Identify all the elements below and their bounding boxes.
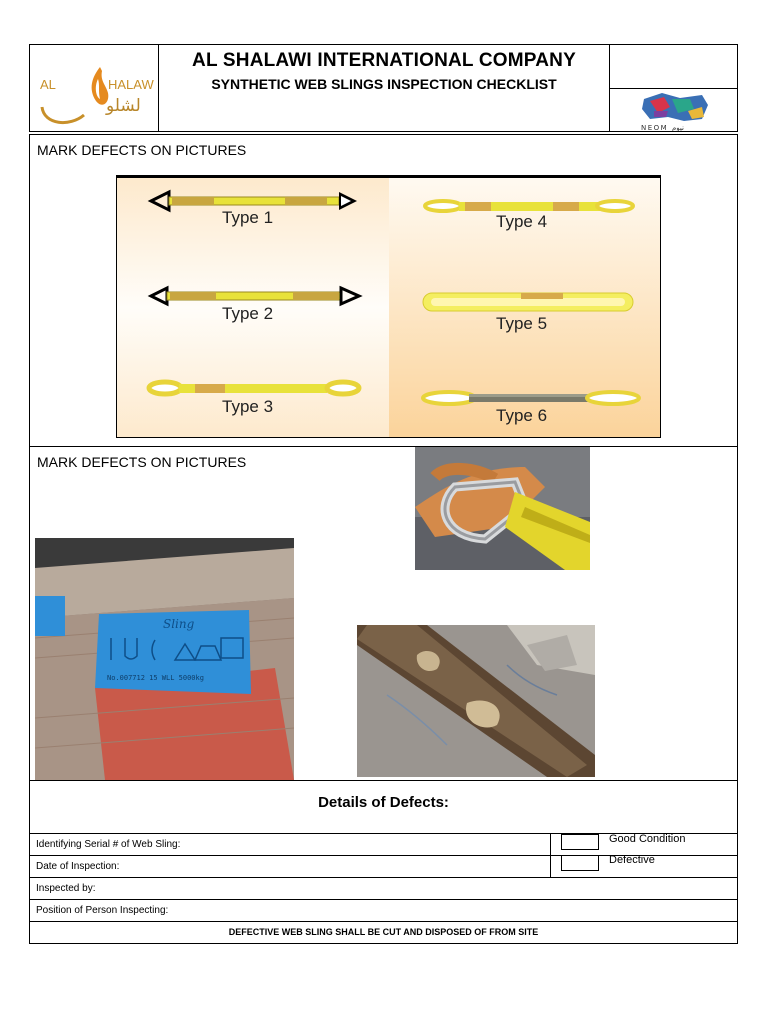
document-title: SYNTHETIC WEB SLINGS INSPECTION CHECKLIST xyxy=(211,76,557,92)
position-label: Position of Person Inspecting: xyxy=(36,905,169,916)
type6-label: Type 6 xyxy=(496,406,548,425)
good-condition-cell xyxy=(550,833,739,856)
type5-label: Type 5 xyxy=(496,314,548,333)
details-section xyxy=(29,780,738,834)
company-logo xyxy=(30,45,158,131)
neom-logo xyxy=(610,89,737,131)
type5-sling xyxy=(423,293,633,311)
tag-brand: Sling xyxy=(163,617,195,631)
header-right-bottom-cell xyxy=(609,88,738,132)
sling-tag-photo xyxy=(35,538,294,780)
title-cell xyxy=(158,44,610,132)
logo-cell xyxy=(29,44,159,132)
good-condition-label: Good Condition xyxy=(609,833,686,845)
logo-arabic-text: لشلو xyxy=(106,96,141,116)
type2-label: Type 2 xyxy=(222,304,274,323)
footer-note: DEFECTIVE WEB SLING SHALL BE CUT AND DISPOSED OF FROM SITE xyxy=(228,927,539,937)
damaged-sling-photo xyxy=(357,625,595,777)
tag-code: No.007712 15 WLL 5000kg xyxy=(107,674,204,682)
good-condition-checkbox[interactable] xyxy=(561,834,599,850)
logo-latin-text: HALAW xyxy=(108,77,154,92)
inspected-by-label: Inspected by: xyxy=(36,883,96,894)
type3-label: Type 3 xyxy=(222,397,274,416)
inspected-by-row xyxy=(29,877,738,900)
type1-label: Type 1 xyxy=(222,208,274,227)
position-row xyxy=(29,899,738,922)
section2-label: MARK DEFECTS ON PICTURES xyxy=(37,454,247,470)
details-heading: Details of Defects: xyxy=(318,794,449,811)
sling-hook-photo xyxy=(415,447,590,570)
type4-sling xyxy=(425,201,633,211)
serial-row xyxy=(29,833,738,856)
defective-checkbox[interactable] xyxy=(561,855,599,871)
defective-cell xyxy=(550,855,739,878)
date-label: Date of Inspection: xyxy=(36,861,120,872)
defective-label: Defective xyxy=(609,854,655,866)
header-right-top-cell xyxy=(609,44,738,89)
type4-label: Type 4 xyxy=(496,212,548,231)
serial-label: Identifying Serial # of Web Sling: xyxy=(36,839,181,850)
sling-types-svg xyxy=(117,176,661,438)
logo-al: AL xyxy=(40,77,56,92)
company-name: AL SHALAWI INTERNATIONAL COMPANY xyxy=(192,50,576,71)
neom-text: NEOM نيوم xyxy=(641,124,684,131)
date-row xyxy=(29,855,738,878)
footer-note-row xyxy=(29,921,738,944)
sling-types-diagram xyxy=(116,175,661,438)
section1-label: MARK DEFECTS ON PICTURES xyxy=(37,142,247,158)
